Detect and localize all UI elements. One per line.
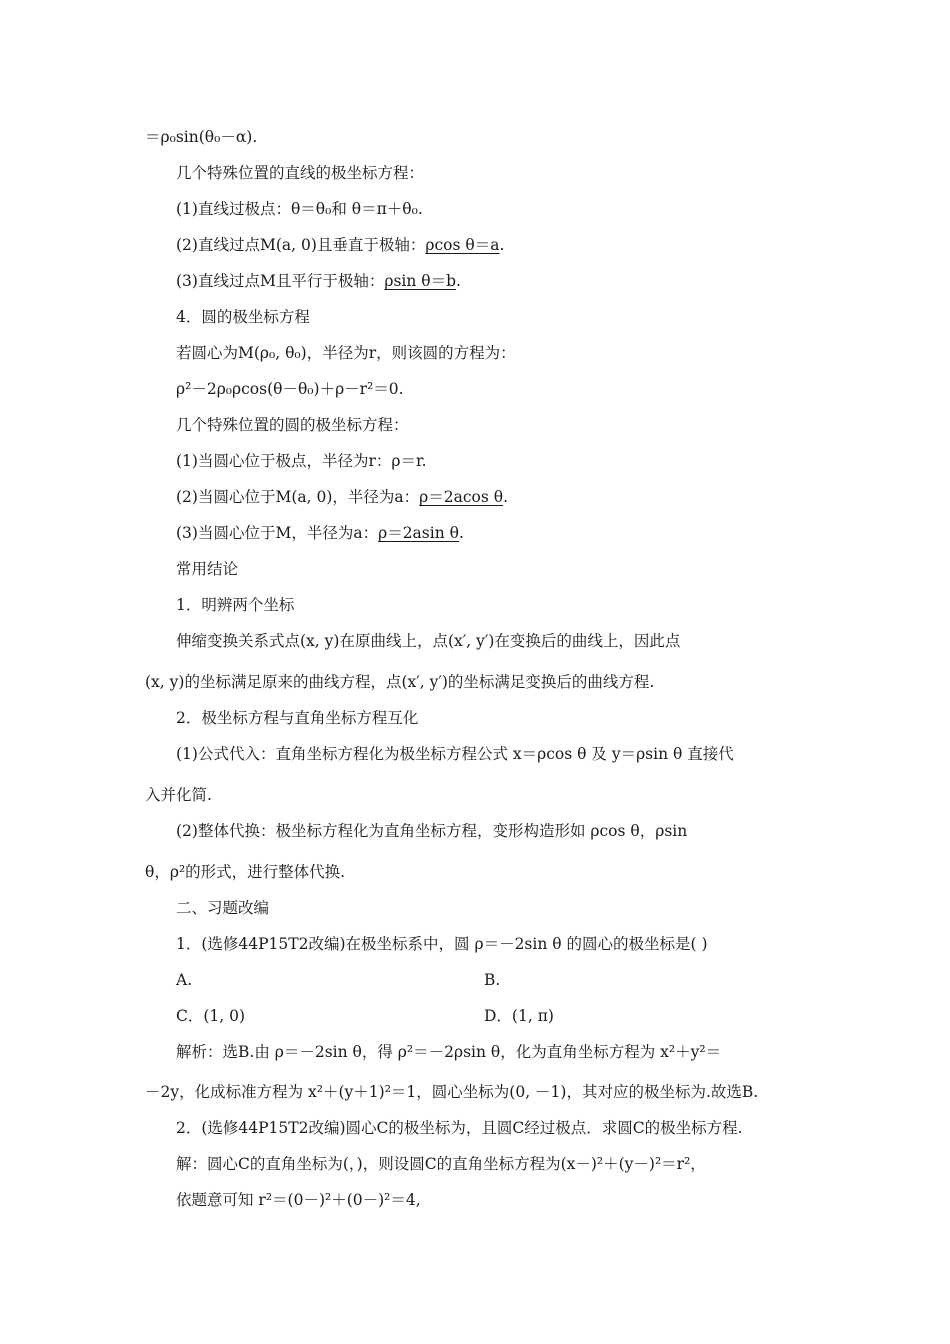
text-line: (2)直线过点M(a, 0)且垂直于极轴：ρcos θ＝a. bbox=[176, 236, 505, 254]
text-line: (3)当圆心位于M，半径为a：ρ＝2asin θ. bbox=[176, 524, 464, 542]
text-line: 若圆心为M(ρ₀, θ₀)，半径为r，则该圆的方程为： bbox=[176, 344, 516, 362]
text-line: 入并化简. bbox=[145, 786, 212, 804]
section-heading: 4．圆的极坐标方程 bbox=[176, 308, 310, 326]
solution-line: 解：圆心C的直角坐标为(，)，则设圆C的直角坐标方程为(x－)²＋(y－)²＝r²， bbox=[176, 1155, 706, 1173]
text-line: (2)当圆心位于M(a, 0)，半径为a：ρ＝2acos θ. bbox=[176, 488, 509, 506]
options-row bbox=[0, 970, 950, 990]
text-line: (1)直线过极点：θ＝θ₀和 θ＝π＋θ₀. bbox=[176, 200, 423, 218]
solution-line: 解析：选B.由 ρ＝－2sin θ，得 ρ²＝－2ρsin θ，化为直角坐标方程为 x²＋y²＝ bbox=[176, 1043, 722, 1061]
text-line: (2)整体代换：极坐标方程化为直角坐标方程，变形构造形如 ρcos θ，ρsin bbox=[176, 822, 688, 840]
question-line: 2．(选修44P15T2改编)圆心C的极坐标为，且圆C经过极点．求圆C的极坐标方程. bbox=[176, 1119, 743, 1137]
answer-blank: ρ＝2asin θ bbox=[378, 524, 459, 542]
option-b: B. bbox=[484, 971, 501, 989]
text-line: θ，ρ²的形式，进行整体代换. bbox=[145, 863, 346, 881]
answer-blank: ρ＝2acos θ bbox=[419, 488, 504, 506]
text-line: (3)直线过点M且平行于极轴：ρsin θ＝b. bbox=[176, 272, 461, 290]
text-line: (1)当圆心位于极点，半径为r：ρ＝r. bbox=[176, 452, 427, 470]
solution-line: 依题意可知 r²＝(0－)²＋(0－)²＝4, bbox=[176, 1191, 421, 1209]
text-line: (x, y)的坐标满足原来的曲线方程，点(x′, y′)的坐标满足变换后的曲线方程. bbox=[145, 673, 655, 691]
text-line: 几个特殊位置的直线的极坐标方程： bbox=[176, 164, 425, 182]
section-heading: 常用结论 bbox=[176, 560, 239, 578]
text-line: (1)公式代入：直角坐标方程化为极坐标方程公式 x＝ρcos θ 及 y＝ρsin θ 直接代 bbox=[176, 745, 734, 763]
option-a: A. bbox=[176, 971, 193, 989]
section-heading: 二、习题改编 bbox=[176, 899, 270, 917]
formula-line: ρ²－2ρ₀ρcos(θ－θ₀)＋ρ－r²＝0. bbox=[176, 380, 404, 398]
section-heading: 1．明辨两个坐标 bbox=[176, 596, 295, 614]
answer-blank: ρsin θ＝b bbox=[384, 272, 457, 290]
answer-blank: ρcos θ＝a bbox=[425, 236, 500, 254]
option-c: C．(1, 0) bbox=[176, 1007, 246, 1025]
question-line: 1．(选修44P15T2改编)在极坐标系中，圆 ρ＝－2sin θ 的圆心的极坐标是( ) bbox=[176, 935, 708, 953]
text-line: 伸缩变换关系式点(x, y)在原曲线上，点(x′, y′)在变换后的曲线上，因此点 bbox=[176, 632, 681, 650]
text-line: ＝ρ₀sin(θ₀－α). bbox=[145, 128, 258, 146]
section-heading: 2．极坐标方程与直角坐标方程互化 bbox=[176, 709, 419, 727]
solution-line: －2y，化成标准方程为 x²＋(y＋1)²＝1，圆心坐标为(0, －1)，其对应的极坐标为.故选B. bbox=[145, 1083, 759, 1101]
text-line: 几个特殊位置的圆的极坐标方程： bbox=[176, 416, 409, 434]
options-row bbox=[0, 1006, 950, 1026]
option-d: D．(1, π) bbox=[484, 1007, 554, 1025]
